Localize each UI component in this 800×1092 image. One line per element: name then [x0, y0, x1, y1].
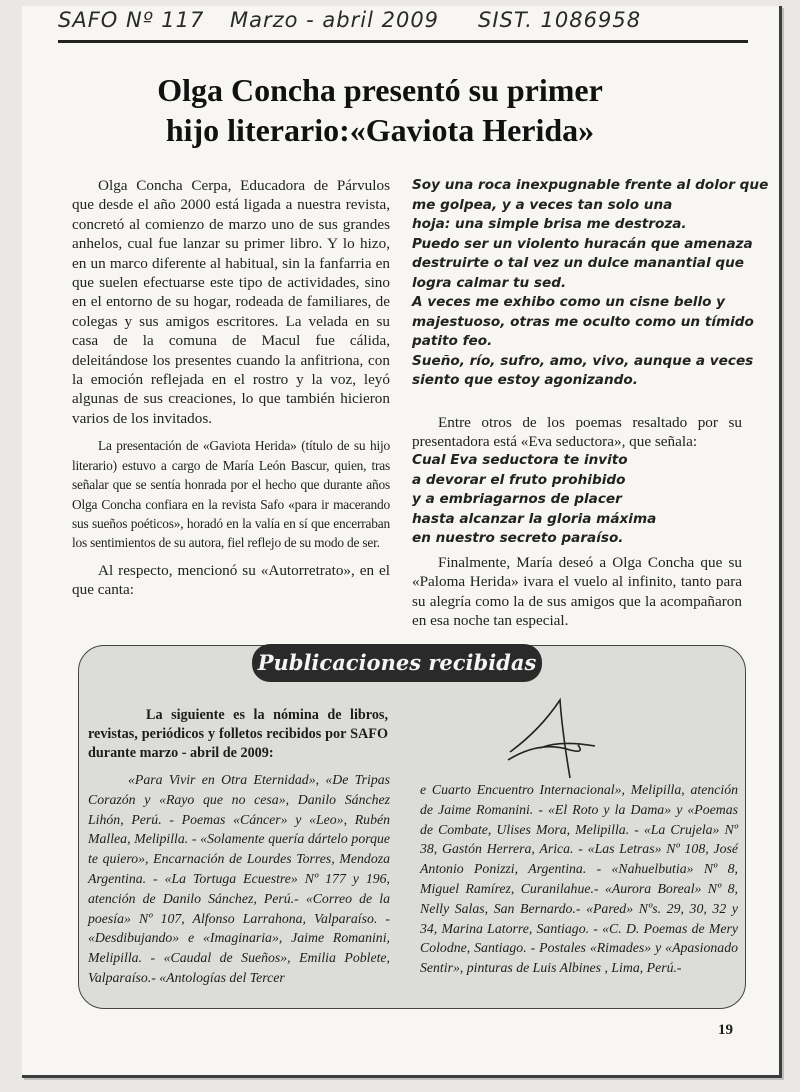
poem-line: Sueño, río, sufro, amo, vivo, aunque a veces	[412, 352, 754, 369]
poem-line: patito feo.	[412, 333, 493, 349]
poem-line: A veces me exhibo como un cisne bello y	[412, 294, 726, 310]
poem-line: hasta alcanzar la gloria máxima	[412, 510, 657, 527]
title-line-2: hijo literario:«Gaviota Herida»	[165, 112, 595, 148]
article-paragraph-3: Al respecto, mencionó su «Autorretrato», en el que canta:	[72, 561, 390, 599]
page-number: 19	[718, 1022, 733, 1038]
poem-line: en nuestro secreto paraíso.	[412, 530, 624, 547]
handwritten-publication: SAFO Nº 117	[58, 8, 205, 32]
poem-line: me golpea, y a veces tan solo una	[412, 196, 673, 213]
title-line-1: Olga Concha presentó su primer	[157, 72, 603, 108]
publications-title: Publicaciones recibidas	[252, 644, 542, 682]
poem-line: Puedo ser un violento huracán que amenaza	[412, 235, 753, 252]
poem-line: y a embriagarnos de placer	[412, 491, 622, 508]
article-right-column	[412, 176, 769, 630]
article-paragraph-4: Entre otros de los poemas resaltado por su presentadora está «Eva seductora», que señala:	[412, 413, 742, 450]
poem-line: destruirte o tal vez un dulce manantial que	[412, 255, 744, 271]
publications-intro: La siguiente es la nómina de libros, revistas, periódicos y folletos recibidos por SAFO durante marzo - abril de 2009:	[88, 707, 388, 761]
poem-line: logra calmar tu sed.	[412, 274, 567, 291]
signature-icon	[500, 690, 610, 780]
article-paragraph-1: Olga Concha Cerpa, Educadora de Párvulos que desde el año 2000 está ligada a nuestra revista, concretó al comienzo de marzo uno de sus grandes anhelos, cual fue lanzar su primer libro. Y lo hizo, en un marco diferente al habitual, sin la fanfarria en que suelen efectuarse este tipo de actividades, sino en el entorno de su hogar, rodeada de familiares, de colegas y sus amigos escritores. La velada en su casa de la comuna de Macul fue cálida, deleitándose los presentes cuando la anfitriona, con la emoción reflejada en el rostro y la voz, leyó algunas de sus creaciones, lo que también hicieron varios de los invitados.	[72, 177, 390, 427]
handwritten-id: SIST. 1086958	[478, 8, 642, 32]
poem-line: siento que estoy agonizando.	[412, 372, 638, 388]
poem-line: a devorar el fruto prohibido	[412, 471, 626, 488]
article-title	[60, 70, 700, 150]
handwritten-date: Marzo - abril 2009	[230, 8, 440, 32]
article-paragraph-2: La presentación de «Gaviota Herida» (título de su hijo literario) estuvo a cargo de María León Bascur, quien, tras señalar que se sentía honrada por el hecho que durante años Olga Concha confiara en la revista Safo «para ir macerando sus sueños poéticos», horadó en la valía en sí que encerraban los sentimientos de su autora, fiel reflejo de su modo de ser.	[72, 438, 390, 551]
poem-line: Soy una roca inexpugnable frente al dolor que	[412, 177, 769, 193]
poem-line: Cual Eva seductora te invito	[412, 452, 628, 469]
header-underline	[58, 40, 748, 43]
poem-eva-seductora	[412, 451, 742, 549]
publications-left-column: «Para Vivir en Otra Eternidad», «De Tripas Corazón y «Rayo que no cesa», Danilo Sánchez Lihón, Perú. - Poemas «Cáncer» y «Leo», Rubén Mallea, Melipilla. - «Solamente quería dártelo porque te quiero», Encarnación de Lourdes Torres, Mendoza Argentina. - «La Tortuga Ecuestre» Nº 177 y 196, atención de Danilo Sánchez, Perú.- «Correo de la poesía» Nº 107, Alfonso Larrahona, Valparaíso. - «Desdibujando» e «Imaginaria», Jaime Romanini, Melipilla. - «Caudal de Sueños», Emilia Poblete, Valparaíso.- «Antologías del Tercer	[88, 772, 390, 985]
poem-autorretrato	[412, 176, 769, 391]
publications-right-column: e Cuarto Encuentro Internacional», Melipilla, atención de Jaime Romanini. - «El Roto y la Dama» y «Poemas de Combate, Ulises Mora, Melipilla. - «La Crujela» Nº 38, Gastón Herrera, Arica. - «Las Letras» Nº 108, José Antonio Ponizzi, Argentina. - «Nahuelbutia» Nº 8, Miguel Ramírez, Curanilahue.- «Aurora Boreal» Nº 8, Nelly Salas, San Bernardo.- «Pared» Nºs. 29, 30, 32 y 34, Marina Latorre, Santiago. - «C. D. Poemas de Mery Colodne, Santiago. - Postales «Rimades» y «Apasionado Sentir», pinturas de Luis Albines , Lima, Perú.-	[420, 782, 738, 976]
poem-line: majestuoso, otras me oculto como un tímido	[412, 313, 754, 330]
poem-line: hoja: una simple brisa me destroza.	[412, 216, 687, 232]
article-paragraph-5: Finalmente, María deseó a Olga Concha que su «Paloma Herida» ivara el vuelo al infinito, tanto para su alegría como la de sus amigos que la acompañaron en esa noche tan especial.	[412, 553, 742, 630]
article-left-column	[72, 176, 390, 600]
